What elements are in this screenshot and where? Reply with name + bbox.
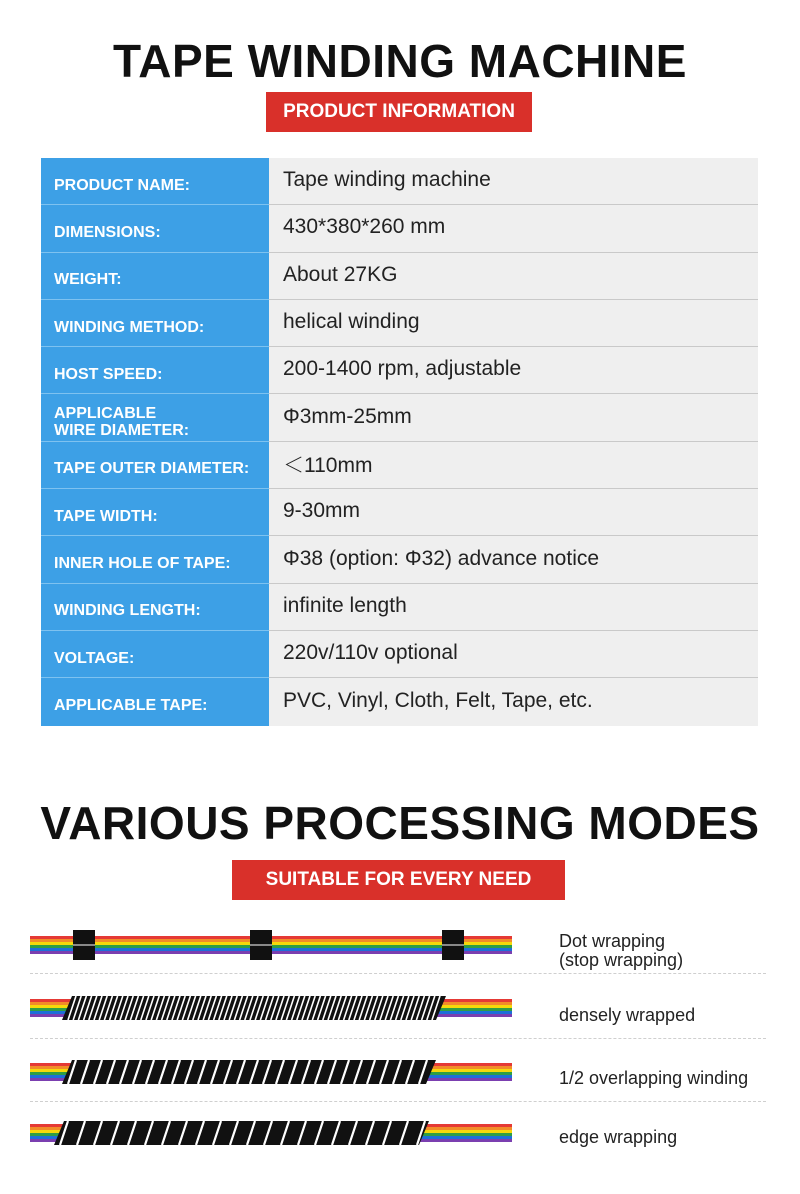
- spec-row: [41, 394, 758, 441]
- spec-value: Φ3mm-25mm: [269, 394, 758, 440]
- tape-dot-highlight: [250, 944, 272, 946]
- spec-value: ＜110mm: [269, 442, 758, 488]
- spec-label: WEIGHT:: [41, 253, 269, 300]
- spec-row: [41, 253, 758, 300]
- spec-label: WINDING LENGTH:: [41, 584, 269, 631]
- spec-value: 200-1400 rpm, adjustable: [269, 347, 758, 393]
- spec-value: infinite length: [269, 584, 758, 630]
- spec-label: VOLTAGE:: [41, 631, 269, 678]
- mode-label: Dot wrapping (stop wrapping): [559, 931, 684, 970]
- mode-label: 1/2 overlapping winding: [559, 1068, 749, 1088]
- spec-value: Tape winding machine: [269, 158, 758, 204]
- mode-label: edge wrapping: [559, 1127, 678, 1147]
- spec-value: helical winding: [269, 300, 758, 346]
- mode-row-edge: [28, 1100, 768, 1162]
- spec-value: PVC, Vinyl, Cloth, Felt, Tape, etc.: [269, 678, 758, 725]
- mode-row-dense: [28, 977, 768, 1039]
- page-title: TAPE WINDING MACHINE: [113, 35, 687, 87]
- spec-label: APPLICABLE WIRE DIAMETER:: [41, 394, 269, 441]
- spec-value: 430*380*260 mm: [269, 205, 758, 251]
- spec-row: [41, 536, 758, 583]
- spec-label: DIMENSIONS:: [41, 205, 269, 252]
- wire-illustration-dense: [28, 977, 518, 1039]
- spec-label: TAPE WIDTH:: [41, 489, 269, 536]
- spec-row: [41, 300, 758, 347]
- mode-divider: [30, 973, 766, 974]
- product-information-badge: PRODUCT INFORMATION: [266, 92, 532, 132]
- spec-row: [41, 205, 758, 252]
- spec-label: PRODUCT NAME:: [41, 158, 269, 205]
- spec-row: [41, 347, 758, 394]
- tape-dot-highlight: [442, 944, 464, 946]
- wire-illustration-half: [28, 1040, 518, 1102]
- tape-band: [62, 1060, 436, 1084]
- modes-title: VARIOUS PROCESSING MODES: [40, 797, 760, 849]
- spec-label: WINDING METHOD:: [41, 300, 269, 347]
- mode-label: densely wrapped: [559, 1005, 696, 1025]
- spec-row: [41, 584, 758, 631]
- spec-row: [41, 631, 758, 678]
- spec-row: [41, 489, 758, 536]
- spec-value: 9-30mm: [269, 489, 758, 535]
- spec-label: HOST SPEED:: [41, 347, 269, 394]
- mode-divider: [30, 1038, 766, 1039]
- spec-value: 220v/110v optional: [269, 631, 758, 677]
- spec-row: [41, 158, 758, 205]
- mode-row-half: [28, 1040, 768, 1102]
- spec-value: About 27KG: [269, 253, 758, 299]
- wire-illustration-edge: [28, 1100, 518, 1162]
- spec-value: Φ38 (option: Φ32) advance notice: [269, 536, 758, 582]
- wire-illustration-dot: [28, 912, 518, 974]
- spec-label: APPLICABLE TAPE:: [41, 678, 269, 725]
- spec-table: [41, 158, 758, 726]
- processing-modes: [28, 912, 768, 1182]
- spec-label: INNER HOLE OF TAPE:: [41, 536, 269, 583]
- spec-row: [41, 442, 758, 489]
- mode-row-dot: [28, 912, 768, 974]
- tape-dot-highlight: [73, 944, 95, 946]
- suitable-badge: SUITABLE FOR EVERY NEED: [232, 860, 565, 900]
- spec-row: [41, 678, 758, 725]
- spec-label: TAPE OUTER DIAMETER:: [41, 442, 269, 489]
